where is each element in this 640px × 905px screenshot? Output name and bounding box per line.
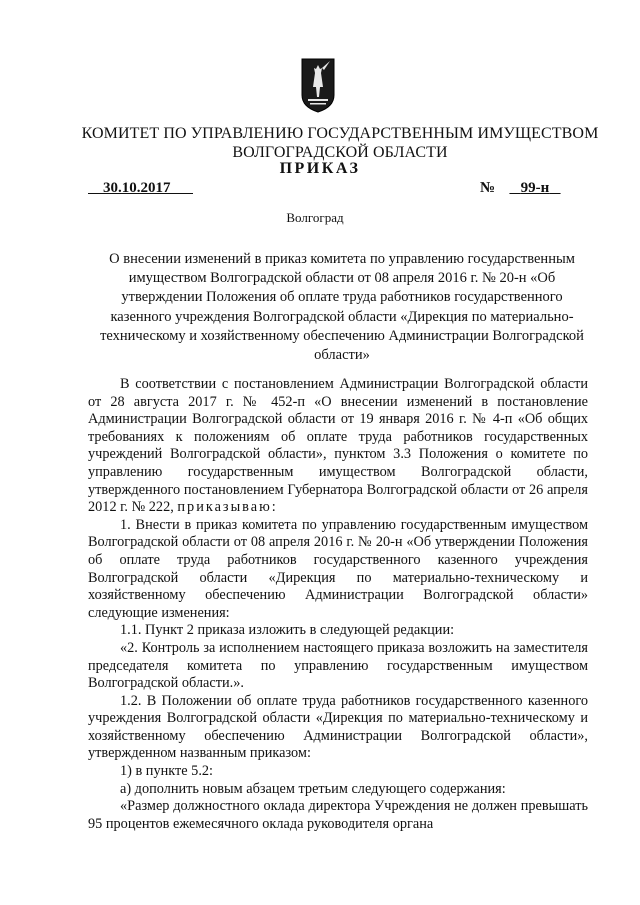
- order-word: приказываю:: [177, 499, 278, 516]
- paragraph-quote-salary: «Размер должностного оклада директора Учреждения не должен превышать 95 процентов ежемесячного оклада руководителя органа: [88, 798, 588, 832]
- document-subject: О внесении изменений в приказ комитета по управлению государственным имуществом Волгоградской области от 08 апреля 2016 г. № 20-н «Об утверждении Положения об оплате труда работников государственного казенного учреждения Волгоградской области «Дирекция по материально-техническому и хозяйственному обеспечению Администрации Волгоградской области»: [100, 251, 584, 364]
- city: Волгоград: [286, 210, 344, 225]
- paragraph-item-a: а) дополнить новым абзацем третьим следующего содержания:: [120, 780, 506, 797]
- org-line-2: ВОЛГОГРАДСКОЙ ОБЛАСТИ: [232, 144, 448, 161]
- paragraph-item-1: 1) в пункте 5.2:: [120, 763, 214, 780]
- coat-of-arms-icon: [300, 57, 336, 113]
- organization-name: [60, 124, 620, 162]
- paragraph-1-1: 1.1. Пункт 2 приказа изложить в следующей редакции:: [120, 622, 455, 639]
- paragraph-1: 1. Внести в приказ комитета по управлению государственным имуществом Волгоградской области от 08 апреля 2016 г. № 20-н «Об утверждении Положения об оплате труда работников государственного казенного учреждения Волгоградской области «Дирекция по материально-техническому и хозяйственному обеспечению Администрации Волгоградской области» следующие изменения:: [88, 516, 588, 621]
- date-value: 30.10.2017: [103, 180, 171, 196]
- paragraph-quote-2: «2. Контроль за исполнением настоящего приказа возложить на заместителя председателя комитета по управлению государственным имуществом Волгоградской области.».: [88, 639, 588, 692]
- preamble-text: В соответствии с постановлением Администрации Волгоградской области от 28 августа 2017 г. № 452-п «О внесении изменений в постановление Администрации Волгоградской области от 19 января 2016 г. № 4-п «Об общих требованиях к положениям об оплате труда работников государственных учреждений Волгоградской области», пунктом 3.3 Положения о комитете по управлению государственным имуществом Волгоградской области, утвержденного постановлением Губернатора Волгоградской области от 26 апреля 2012 г. № 222,: [88, 376, 588, 516]
- document-type: ПРИКАЗ: [279, 160, 361, 177]
- paragraph-1-2: 1.2. В Положении об оплате труда работников государственного казенного учреждения Волгоградской области «Дирекция по материально-техническому и хозяйственному обеспечению Администрации Волгоградской области», утвержденном названным приказом:: [88, 692, 588, 762]
- org-line-1: КОМИТЕТ ПО УПРАВЛЕНИЮ ГОСУДАРСТВЕННЫМ ИМУЩЕСТВОМ: [81, 125, 599, 142]
- number-label: №: [480, 180, 496, 196]
- number-value: 99-н: [520, 180, 550, 196]
- document-date: [88, 180, 193, 197]
- document-number: [500, 180, 570, 197]
- paragraph-preamble: [88, 376, 588, 517]
- document-body: [88, 376, 588, 833]
